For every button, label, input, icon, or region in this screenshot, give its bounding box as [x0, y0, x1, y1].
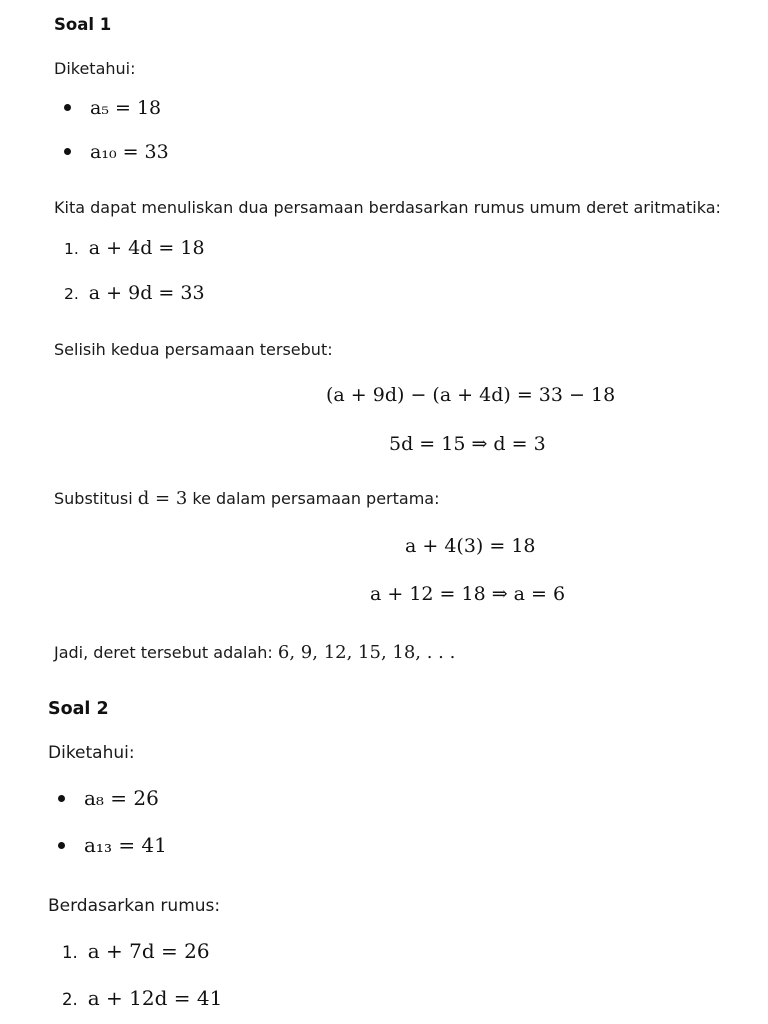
soal1-substitusi	[54, 488, 439, 509]
soal1-conclusion	[54, 642, 455, 663]
subst-math: d = 3	[137, 488, 188, 509]
soal1-subst-line: a + 4(3) = 18	[405, 535, 536, 557]
soal1-selisih-line: 5d = 15 ⇒ d = 3	[389, 433, 546, 455]
equation: a + 12d = 41	[87, 986, 223, 1010]
soal2-equation-item	[62, 939, 210, 963]
equation: a + 9d = 33	[88, 282, 205, 304]
soal1-selisih-label: Selisih kedua persamaan tersebut:	[54, 340, 333, 359]
list-number: 1.	[64, 240, 79, 258]
bullet-icon	[64, 148, 71, 155]
soal1-title: Soal 1	[54, 15, 112, 34]
bullet-icon	[58, 795, 65, 802]
given-equation: a₁₃ = 41	[84, 833, 167, 857]
soal2-title: Soal 2	[48, 699, 109, 719]
soal1-diketahui-label: Diketahui:	[54, 59, 136, 78]
conclusion-sequence: 6, 9, 12, 15, 18, . . .	[277, 642, 456, 663]
given-equation: a₅ = 18	[90, 97, 162, 119]
soal1-subst-line: a + 12 = 18 ⇒ a = 6	[370, 583, 566, 605]
soal1-given-item	[64, 141, 169, 163]
bullet-icon	[58, 842, 65, 849]
soal2-equation-item	[62, 986, 222, 1010]
soal1-given-item	[64, 97, 161, 119]
list-number: 2.	[62, 990, 78, 1009]
subst-suffix: ke dalam persamaan pertama:	[192, 489, 440, 508]
subst-prefix: Substitusi	[54, 489, 133, 508]
soal2-given-item	[58, 833, 167, 857]
equation: a + 4d = 18	[88, 237, 205, 259]
list-number: 1.	[62, 943, 78, 962]
soal2-given-item	[58, 786, 159, 810]
list-number: 2.	[64, 285, 79, 303]
soal1-selisih-line: (a + 9d) − (a + 4d) = 33 − 18	[326, 384, 616, 406]
equation: a + 7d = 26	[87, 939, 210, 963]
bullet-icon	[64, 104, 71, 111]
soal2-diketahui-label: Diketahui:	[48, 743, 135, 763]
conclusion-text: Jadi, deret tersebut adalah:	[54, 643, 273, 662]
soal1-equation-item	[64, 282, 205, 304]
given-equation: a₈ = 26	[84, 786, 159, 810]
soal1-intro: Kita dapat menuliskan dua persamaan berdasarkan rumus umum deret aritmatika:	[54, 198, 721, 217]
soal2-intro: Berdasarkan rumus:	[48, 896, 221, 916]
given-equation: a₁₀ = 33	[90, 141, 169, 163]
soal1-equation-item	[64, 237, 205, 259]
